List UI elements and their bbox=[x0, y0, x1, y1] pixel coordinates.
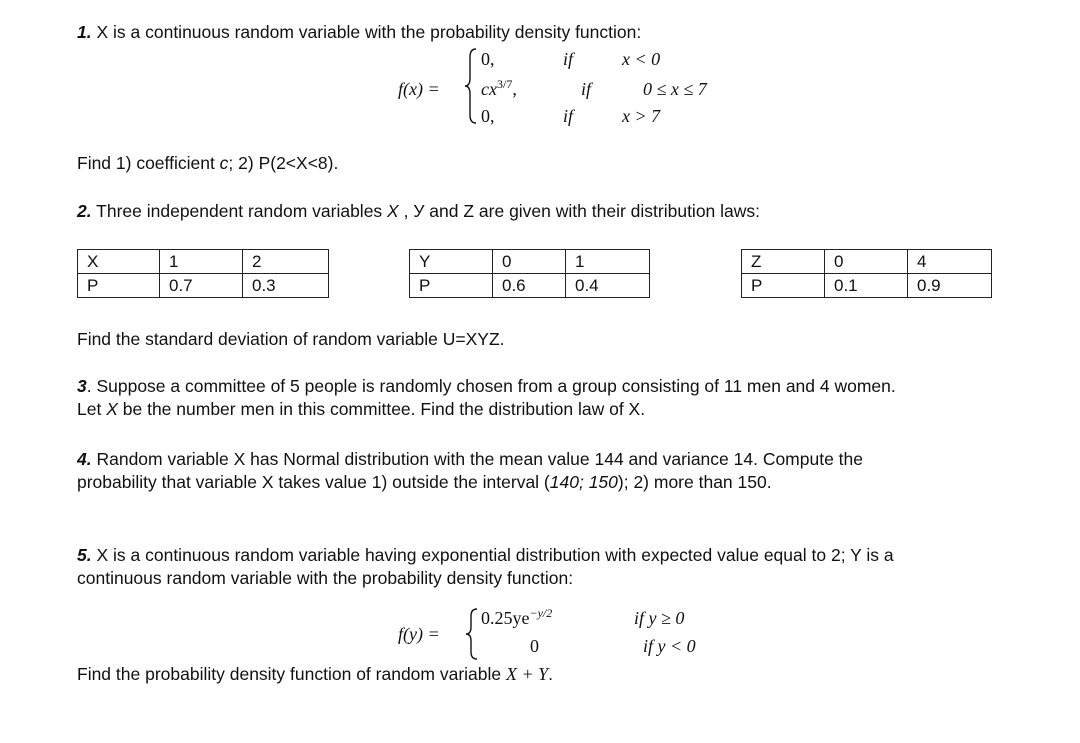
problem-5-number: 5. bbox=[77, 545, 92, 565]
fx-case-2-exponent: 3/7 bbox=[496, 77, 513, 91]
table-y-prob-2: 0.4 bbox=[566, 274, 650, 298]
problem-3-text-a: . Suppose a committee of 5 people is randomly chosen from a group consisting of 11 men and 4 women. bbox=[86, 376, 896, 396]
fx-case-2-if: if bbox=[581, 79, 592, 99]
problem-3-line-1 bbox=[77, 376, 896, 397]
problem-4-text-a: Random variable X has Normal distribution with the mean value 144 and variance 14. Compute the bbox=[91, 449, 864, 469]
problem-4-interval: 140; 150 bbox=[549, 472, 618, 492]
table-z-prob-row bbox=[742, 274, 992, 298]
left-brace-fx bbox=[464, 47, 478, 125]
table-z-values-row bbox=[742, 250, 992, 274]
fy-case-2-value: 0 bbox=[530, 636, 539, 656]
table-z-value-1: 0 bbox=[825, 250, 908, 274]
distribution-table-z bbox=[741, 249, 992, 298]
table-z-prob-2: 0.9 bbox=[908, 274, 992, 298]
problem-4-line-2 bbox=[77, 472, 772, 493]
problem-3-text-b1: Let bbox=[77, 399, 107, 419]
problem-1-number: 1. bbox=[77, 22, 92, 42]
fx-case-2-condition: 0 ≤ x ≤ 7 bbox=[643, 79, 707, 99]
problem-5-text-a: X is a continuous random variable having exponential distribution with expected value equal to 2; Y is a bbox=[91, 545, 894, 565]
problem-2-number: 2. bbox=[77, 201, 92, 221]
left-brace-fy bbox=[465, 607, 479, 661]
problem-5-line-2: continuous random variable with the probability density function: bbox=[77, 568, 574, 588]
fy-case-2-condition: if y < 0 bbox=[643, 636, 696, 656]
table-z-prob-1: 0.1 bbox=[825, 274, 908, 298]
table-y-prob-1: 0.6 bbox=[493, 274, 566, 298]
problem-5-line-1 bbox=[77, 545, 894, 566]
problem-4-number: 4. bbox=[77, 449, 92, 469]
table-y-header: Y bbox=[410, 250, 493, 274]
table-x-header: X bbox=[78, 250, 160, 274]
fx-case-3-value: 0, bbox=[481, 106, 495, 126]
table-x-value-1: 1 bbox=[160, 250, 243, 274]
coefficient-c: c bbox=[219, 153, 229, 173]
problem-1-question bbox=[77, 153, 338, 174]
problem-2-statement bbox=[77, 201, 760, 222]
fy-label: f(y) = bbox=[398, 624, 440, 644]
problem-4-line-1 bbox=[77, 449, 863, 470]
problem-4-text-b1: probability that variable X takes value 1) outside the interval ( bbox=[77, 472, 550, 492]
table-x-prob-row bbox=[78, 274, 329, 298]
table-y-values-row bbox=[410, 250, 650, 274]
problem-2-text-b: , У and Z are given with their distribution laws: bbox=[398, 201, 761, 221]
table-z-header: Z bbox=[742, 250, 825, 274]
problem-4-text-b2: ); 2) more than 150. bbox=[617, 472, 772, 492]
problem-1-text: X is a continuous random variable with the probability density function: bbox=[91, 22, 642, 42]
problem-5-question bbox=[77, 664, 553, 685]
fx-case-2-base: cx bbox=[481, 79, 497, 99]
problem-2-text-a: Three independent random variables bbox=[91, 201, 388, 221]
table-z-value-2: 4 bbox=[908, 250, 992, 274]
problem-2-var-x: X bbox=[387, 201, 399, 221]
table-y-value-2: 1 bbox=[566, 250, 650, 274]
table-x-prob-1: 0.7 bbox=[160, 274, 243, 298]
problem-2-question: Find the standard deviation of random variable U=XYZ. bbox=[77, 329, 505, 349]
table-x-values-row bbox=[78, 250, 329, 274]
problem-1-question-b: ; 2) P(2<X<8). bbox=[228, 153, 339, 173]
problem-3-text-b2: be the number men in this committee. Find the distribution law of X. bbox=[117, 399, 646, 419]
problem-3-line-2 bbox=[77, 399, 645, 420]
fy-case-1-condition: if y ≥ 0 bbox=[634, 608, 685, 628]
fx-case-1-if: if bbox=[563, 49, 574, 69]
fx-label: f(x) = bbox=[398, 79, 440, 99]
table-x-prob-2: 0.3 bbox=[243, 274, 329, 298]
table-y-value-1: 0 bbox=[493, 250, 566, 274]
problem-5-question-end: . bbox=[548, 664, 554, 684]
table-y-prob-label: P bbox=[410, 274, 493, 298]
table-x-prob-label: P bbox=[78, 274, 160, 298]
distribution-table-y bbox=[409, 249, 650, 298]
problem-5-expression: X + Y bbox=[506, 664, 549, 684]
fx-case-2-comma: , bbox=[512, 79, 517, 99]
distribution-table-x bbox=[77, 249, 329, 298]
problem-3-number: 3 bbox=[77, 376, 87, 396]
fy-case-1-value bbox=[481, 608, 552, 629]
table-x-value-2: 2 bbox=[243, 250, 329, 274]
fx-case-1-condition: x < 0 bbox=[622, 49, 661, 69]
problem-1-statement bbox=[77, 22, 641, 43]
problem-1-question-a: Find 1) coefficient bbox=[77, 153, 220, 173]
fx-case-3-condition: x > 7 bbox=[622, 106, 661, 126]
fx-case-3-if: if bbox=[563, 106, 574, 126]
table-z-prob-label: P bbox=[742, 274, 825, 298]
fx-case-2-value bbox=[481, 79, 517, 100]
fx-case-1-value: 0, bbox=[481, 49, 495, 69]
problem-5-question-text: Find the probability density function of random variable bbox=[77, 664, 506, 684]
fy-case-1-exponent: −y/2 bbox=[529, 606, 553, 620]
problem-3-var-x: X bbox=[106, 399, 118, 419]
table-y-prob-row bbox=[410, 274, 650, 298]
fy-case-1-coef: 0.25ye bbox=[481, 608, 530, 628]
